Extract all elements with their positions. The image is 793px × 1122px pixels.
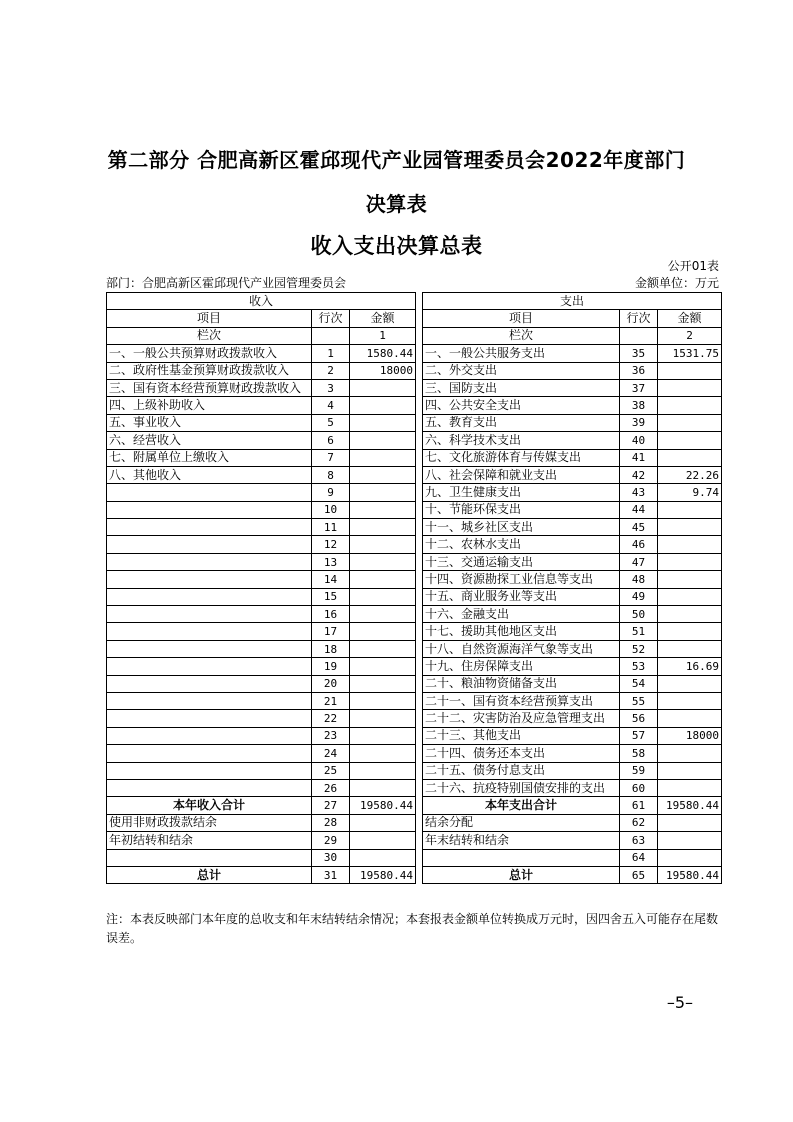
column-gap [416, 484, 423, 501]
expense-item-cell: 年末结转和结余 [423, 832, 620, 849]
income-item-cell [107, 571, 312, 588]
expense-rowno-cell: 53 [620, 658, 658, 675]
expense-amount-cell [658, 519, 722, 536]
income-item-cell [107, 484, 312, 501]
income-amount-cell [350, 832, 416, 849]
income-item-cell: 七、附属单位上缴收入 [107, 449, 312, 466]
income-item-cell [107, 553, 312, 570]
expense-rowno-cell: 42 [620, 466, 658, 483]
expense-amount-cell [658, 588, 722, 605]
column-gap [416, 832, 423, 849]
income-expense-table [106, 292, 722, 884]
expense-rowno-cell: 48 [620, 571, 658, 588]
column-gap [416, 536, 423, 553]
expense-amount-cell [658, 606, 722, 623]
income-item-cell [107, 710, 312, 727]
column-gap [416, 501, 423, 518]
income-rowno-cell: 7 [312, 449, 350, 466]
table-row [107, 623, 722, 640]
expense-amount-cell [658, 675, 722, 692]
expense-rowno-cell: 39 [620, 414, 658, 431]
expense-col-label: 栏次 [423, 327, 620, 344]
expense-item-cell: 十八、自然资源海洋气象等支出 [423, 640, 620, 657]
page-number: –5– [666, 993, 693, 1012]
expense-col-index: 2 [658, 327, 722, 344]
expense-amount-cell [658, 832, 722, 849]
income-rowno-cell: 21 [312, 692, 350, 709]
expense-item-cell [423, 849, 620, 866]
expense-amount-cell: 9.74 [658, 484, 722, 501]
income-col-label: 栏次 [107, 327, 312, 344]
expense-rowno-cell: 49 [620, 588, 658, 605]
expense-item-cell: 本年支出合计 [423, 797, 620, 814]
income-amount-cell [350, 658, 416, 675]
income-rowno-cell: 24 [312, 745, 350, 762]
column-gap [416, 658, 423, 675]
expense-amount-cell [658, 814, 722, 831]
income-item-cell [107, 588, 312, 605]
expense-item-header: 项目 [423, 310, 620, 327]
empty-cell [620, 327, 658, 344]
expense-rowno-cell: 56 [620, 710, 658, 727]
income-item-cell [107, 640, 312, 657]
income-amount-cell: 18000 [350, 362, 416, 379]
expense-amount-cell: 18000 [658, 727, 722, 744]
table-row [107, 588, 722, 605]
income-amount-cell [350, 484, 416, 501]
income-col-index: 1 [350, 327, 416, 344]
expense-amount-cell [658, 640, 722, 657]
expense-amount-cell [658, 710, 722, 727]
document-title-continued: 决算表 [365, 192, 428, 216]
table-row [107, 414, 722, 431]
table-row [107, 762, 722, 779]
expense-rowno-cell: 55 [620, 692, 658, 709]
expense-rowno-cell: 38 [620, 397, 658, 414]
column-gap [416, 327, 423, 344]
column-gap [416, 797, 423, 814]
column-gap [416, 606, 423, 623]
expense-amount-cell [658, 449, 722, 466]
income-amount-cell: 19580.44 [350, 797, 416, 814]
income-rowno-cell: 12 [312, 536, 350, 553]
table-row [107, 553, 722, 570]
table-row [107, 658, 722, 675]
income-rowno-cell: 5 [312, 414, 350, 431]
expense-item-cell: 总计 [423, 866, 620, 883]
income-rowno-cell: 16 [312, 606, 350, 623]
income-amount-cell [350, 606, 416, 623]
column-gap [416, 397, 423, 414]
income-item-cell: 四、上级补助收入 [107, 397, 312, 414]
column-gap [416, 762, 423, 779]
column-gap [416, 310, 423, 327]
expense-item-cell: 十四、资源勘探工业信息等支出 [423, 571, 620, 588]
income-item-cell [107, 606, 312, 623]
income-rowno-cell: 29 [312, 832, 350, 849]
income-amount-cell [350, 779, 416, 796]
section-header-row [107, 293, 722, 310]
column-gap [416, 640, 423, 657]
table-row [107, 501, 722, 518]
income-rowno-cell: 10 [312, 501, 350, 518]
column-gap [416, 710, 423, 727]
expense-item-cell: 九、卫生健康支出 [423, 484, 620, 501]
expense-item-cell: 十六、金融支出 [423, 606, 620, 623]
expense-amount-cell [658, 379, 722, 396]
table-row [107, 710, 722, 727]
income-rowno-cell: 25 [312, 762, 350, 779]
expense-rowno-cell: 62 [620, 814, 658, 831]
income-item-header: 项目 [107, 310, 312, 327]
expense-rowno-cell: 52 [620, 640, 658, 657]
table-row [107, 606, 722, 623]
expense-item-cell: 结余分配 [423, 814, 620, 831]
income-rowno-cell: 30 [312, 849, 350, 866]
column-gap [416, 692, 423, 709]
income-rowno-cell: 8 [312, 466, 350, 483]
expense-rowno-cell: 35 [620, 345, 658, 362]
expense-rowno-cell: 63 [620, 832, 658, 849]
table-row [107, 727, 722, 744]
table-row [107, 745, 722, 762]
expense-item-cell: 二十五、债务付息支出 [423, 762, 620, 779]
expense-rowno-cell: 43 [620, 484, 658, 501]
expense-item-cell: 二十三、其他支出 [423, 727, 620, 744]
expense-rowno-cell: 50 [620, 606, 658, 623]
column-gap [416, 727, 423, 744]
column-gap [416, 519, 423, 536]
expense-item-cell: 十二、农林水支出 [423, 536, 620, 553]
document-title: 第二部分 合肥高新区霍邱现代产业园管理委员会2022年度部门 [107, 148, 686, 172]
expense-item-cell: 十五、商业服务业等支出 [423, 588, 620, 605]
column-gap [416, 466, 423, 483]
income-rowno-cell: 3 [312, 379, 350, 396]
expense-item-cell: 二十四、债务还本支出 [423, 745, 620, 762]
expense-amount-cell: 19580.44 [658, 866, 722, 883]
income-header: 收入 [107, 293, 416, 310]
income-item-cell: 三、国有资本经营预算财政拨款收入 [107, 379, 312, 396]
expense-amount-cell [658, 501, 722, 518]
expense-item-cell: 十三、交通运输支出 [423, 553, 620, 570]
column-gap [416, 675, 423, 692]
income-item-cell: 五、事业收入 [107, 414, 312, 431]
income-item-cell: 总计 [107, 866, 312, 883]
expense-rowno-cell: 57 [620, 727, 658, 744]
income-item-cell [107, 849, 312, 866]
expense-item-cell: 八、社会保障和就业支出 [423, 466, 620, 483]
expense-item-cell: 十九、住房保障支出 [423, 658, 620, 675]
expense-item-cell: 二十二、灾害防治及应急管理支出 [423, 710, 620, 727]
table-row [107, 449, 722, 466]
expense-item-cell: 二十、粮油物资储备支出 [423, 675, 620, 692]
column-gap [416, 866, 423, 883]
table-row [107, 397, 722, 414]
income-amount-cell [350, 432, 416, 449]
income-item-cell: 年初结转和结余 [107, 832, 312, 849]
income-item-cell: 六、经营收入 [107, 432, 312, 449]
income-item-cell: 二、政府性基金预算财政拨款收入 [107, 362, 312, 379]
expense-item-cell: 六、科学技术支出 [423, 432, 620, 449]
column-gap [416, 293, 423, 310]
table-row [107, 536, 722, 553]
column-gap [416, 745, 423, 762]
income-amount-cell [350, 692, 416, 709]
income-amount-cell [350, 814, 416, 831]
income-item-cell: 一、一般公共预算财政拨款收入 [107, 345, 312, 362]
income-amount-cell [350, 414, 416, 431]
expense-amount-cell [658, 762, 722, 779]
income-amount-cell [350, 501, 416, 518]
empty-cell [312, 327, 350, 344]
income-rowno-cell: 19 [312, 658, 350, 675]
income-amount-cell [350, 710, 416, 727]
expense-rowno-cell: 46 [620, 536, 658, 553]
table-row [107, 814, 722, 831]
expense-rowno-cell: 41 [620, 449, 658, 466]
income-amount-cell [350, 623, 416, 640]
table-row [107, 571, 722, 588]
income-rowno-cell: 22 [312, 710, 350, 727]
column-gap [416, 849, 423, 866]
expense-amount-cell: 22.26 [658, 466, 722, 483]
expense-item-cell: 一、一般公共服务支出 [423, 345, 620, 362]
expense-amount-header: 金额 [658, 310, 722, 327]
income-amount-cell [350, 640, 416, 657]
department-label: 部门：合肥高新区霍邱现代产业园管理委员会 [106, 276, 347, 290]
income-rowno-cell: 28 [312, 814, 350, 831]
expense-rowno-cell: 36 [620, 362, 658, 379]
income-amount-cell [350, 466, 416, 483]
income-item-cell: 本年收入合计 [107, 797, 312, 814]
expense-amount-cell [658, 779, 722, 796]
table-row [107, 832, 722, 849]
expense-amount-cell [658, 536, 722, 553]
income-rowno-cell: 17 [312, 623, 350, 640]
income-rowno-cell: 11 [312, 519, 350, 536]
column-gap [416, 779, 423, 796]
expense-rowno-cell: 40 [620, 432, 658, 449]
expense-item-cell: 二十六、抗疫特别国债安排的支出 [423, 779, 620, 796]
expense-amount-cell [658, 849, 722, 866]
expense-item-cell: 十七、援助其他地区支出 [423, 623, 620, 640]
expense-amount-cell: 1531.75 [658, 345, 722, 362]
income-rowno-cell: 18 [312, 640, 350, 657]
income-item-cell [107, 762, 312, 779]
income-amount-cell [350, 379, 416, 396]
table-row [107, 640, 722, 657]
expense-item-cell: 四、公共安全支出 [423, 397, 620, 414]
column-gap [416, 414, 423, 431]
expense-rowno-cell: 59 [620, 762, 658, 779]
column-index-row [107, 327, 722, 344]
income-rowno-cell: 9 [312, 484, 350, 501]
income-amount-cell [350, 675, 416, 692]
table-row [107, 466, 722, 483]
income-item-cell [107, 675, 312, 692]
expense-amount-cell [658, 745, 722, 762]
income-rowno-cell: 1 [312, 345, 350, 362]
expense-rowno-cell: 47 [620, 553, 658, 570]
expense-amount-cell [658, 553, 722, 570]
table-row [107, 849, 722, 866]
table-row [107, 692, 722, 709]
income-rowno-cell: 15 [312, 588, 350, 605]
expense-item-cell: 五、教育支出 [423, 414, 620, 431]
table-title: 收入支出决算总表 [310, 234, 483, 258]
income-rowno-cell: 2 [312, 362, 350, 379]
income-amount-cell [350, 745, 416, 762]
column-gap [416, 571, 423, 588]
expense-item-cell: 十一、城乡社区支出 [423, 519, 620, 536]
income-rowno-cell: 4 [312, 397, 350, 414]
expense-amount-cell [658, 623, 722, 640]
expense-amount-cell [658, 692, 722, 709]
table-row [107, 779, 722, 796]
income-amount-cell [350, 449, 416, 466]
table-row [107, 379, 722, 396]
column-gap [416, 588, 423, 605]
income-amount-cell [350, 762, 416, 779]
expense-rowno-cell: 44 [620, 501, 658, 518]
table-note: 注：本表反映部门本年度的总收支和年末结转结余情况；本套报表金额单位转换成万元时，因四舍五入可能存在尾数误差。 [106, 912, 719, 945]
table-row [107, 345, 722, 362]
expense-rowno-cell: 51 [620, 623, 658, 640]
column-gap [416, 362, 423, 379]
column-header-row [107, 310, 722, 327]
expense-rowno-cell: 58 [620, 745, 658, 762]
income-item-cell [107, 727, 312, 744]
income-amount-cell [350, 519, 416, 536]
expense-rowno-cell: 54 [620, 675, 658, 692]
expense-item-cell: 二、外交支出 [423, 362, 620, 379]
income-item-cell [107, 519, 312, 536]
expense-amount-cell [658, 571, 722, 588]
expense-amount-cell: 19580.44 [658, 797, 722, 814]
income-rowno-cell: 23 [312, 727, 350, 744]
column-gap [416, 345, 423, 362]
expense-item-cell: 七、文化旅游体育与传媒支出 [423, 449, 620, 466]
table-row [107, 519, 722, 536]
income-amount-header: 金额 [350, 310, 416, 327]
form-number: 公开01表 [667, 259, 719, 273]
income-item-cell [107, 658, 312, 675]
income-rowno-cell: 31 [312, 866, 350, 883]
expense-rowno-cell: 64 [620, 849, 658, 866]
income-amount-cell [350, 571, 416, 588]
expense-rowno-cell: 37 [620, 379, 658, 396]
income-item-cell: 八、其他收入 [107, 466, 312, 483]
income-amount-cell [350, 553, 416, 570]
expense-rowno-cell: 45 [620, 519, 658, 536]
expense-rowno-cell: 65 [620, 866, 658, 883]
column-gap [416, 814, 423, 831]
table-row [107, 484, 722, 501]
column-gap [416, 379, 423, 396]
income-amount-cell [350, 849, 416, 866]
expense-header: 支出 [423, 293, 722, 310]
income-amount-cell [350, 727, 416, 744]
income-amount-cell [350, 588, 416, 605]
table-row [107, 432, 722, 449]
income-rowno-cell: 20 [312, 675, 350, 692]
income-item-cell [107, 779, 312, 796]
expense-item-cell: 三、国防支出 [423, 379, 620, 396]
expense-amount-cell [658, 432, 722, 449]
table-row [107, 362, 722, 379]
income-item-cell: 使用非财政拨款结余 [107, 814, 312, 831]
expense-amount-cell [658, 414, 722, 431]
expense-rowno-header: 行次 [620, 310, 658, 327]
expense-item-cell: 十、节能环保支出 [423, 501, 620, 518]
income-amount-cell: 1580.44 [350, 345, 416, 362]
expense-rowno-cell: 60 [620, 779, 658, 796]
expense-amount-cell [658, 362, 722, 379]
unit-label: 金额单位：万元 [634, 276, 719, 290]
income-rowno-cell: 27 [312, 797, 350, 814]
income-item-cell [107, 745, 312, 762]
income-rowno-cell: 13 [312, 553, 350, 570]
income-rowno-cell: 6 [312, 432, 350, 449]
income-item-cell [107, 501, 312, 518]
expense-rowno-cell: 61 [620, 797, 658, 814]
income-rowno-cell: 14 [312, 571, 350, 588]
income-amount-cell [350, 536, 416, 553]
expense-amount-cell: 16.69 [658, 658, 722, 675]
income-item-cell [107, 536, 312, 553]
summary-row [107, 866, 722, 883]
income-amount-cell [350, 397, 416, 414]
income-item-cell [107, 692, 312, 709]
income-amount-cell: 19580.44 [350, 866, 416, 883]
column-gap [416, 553, 423, 570]
income-rowno-cell: 26 [312, 779, 350, 796]
column-gap [416, 432, 423, 449]
income-item-cell [107, 623, 312, 640]
expense-item-cell: 二十一、国有资本经营预算支出 [423, 692, 620, 709]
summary-row [107, 797, 722, 814]
column-gap [416, 449, 423, 466]
expense-amount-cell [658, 397, 722, 414]
table-row [107, 675, 722, 692]
income-rowno-header: 行次 [312, 310, 350, 327]
column-gap [416, 623, 423, 640]
